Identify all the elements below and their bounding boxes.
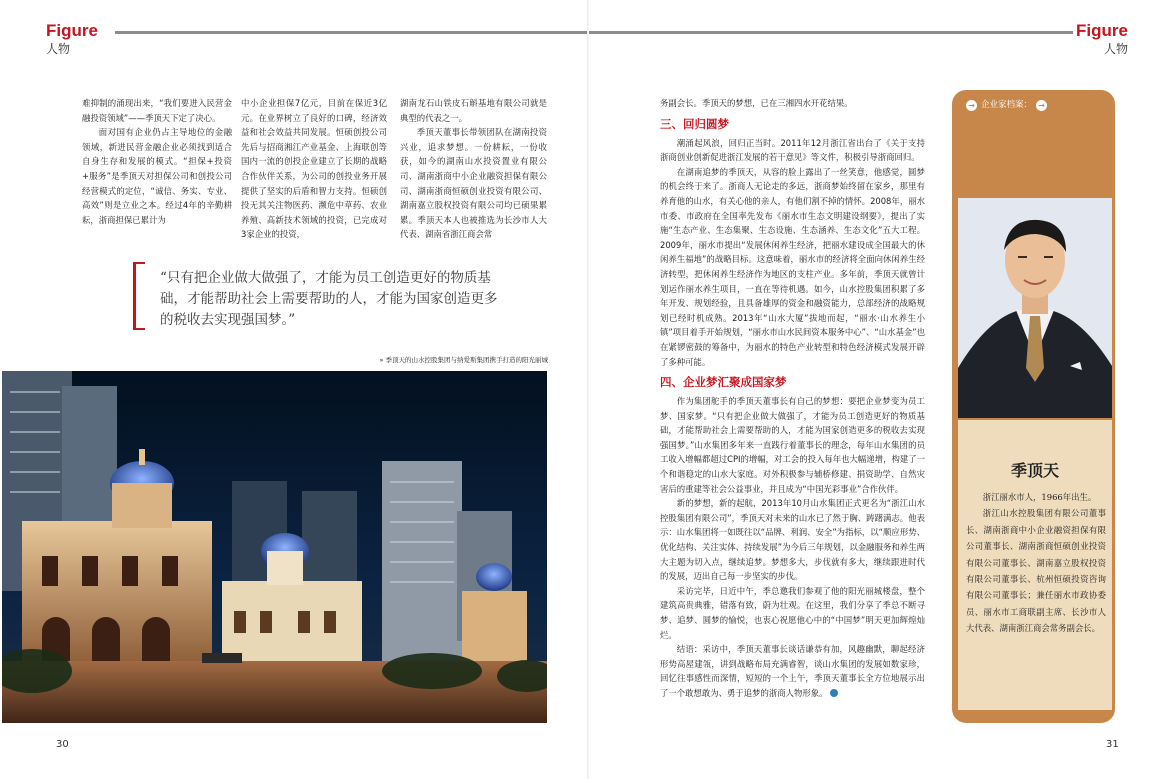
portrait-photo — [958, 198, 1112, 418]
paragraph: 潮涌起风浪，回归正当时。2011年12月浙江省出台了《关于支持浙商创业创新促进浙江发展的若干意见》等文件，积极引导浙商回归。 — [660, 137, 925, 163]
paragraph: 中小企业担保7亿元，目前在保近3亿元。在业界树立了良好的口碑，经济效益和社会效益共同发展。恒硕创投公司先后与招商湘江产业基金、上海联创等国内一流的创投企业建立了长期的战略合作伙伴关系，为公司的创投业务开展提供了坚实的后盾和智力支持。恒硕创投无其关注物医药、濒危中草药、农业养殖、高新技术领域的投资，已完成对3家企业的投资， — [241, 98, 387, 240]
section-kicker-right — [1076, 22, 1128, 55]
end-mark-icon — [830, 689, 838, 697]
bio-text — [966, 489, 1106, 637]
kicker-en: Figure — [46, 21, 98, 40]
paragraph — [660, 642, 925, 700]
section-kicker-left — [46, 22, 98, 55]
paragraph: 面对国有企业仍占主导地位的金融领域，新进民营金融企业必须找到适合自身生存和发展的模式。“担保+投资+服务”是季顶天对担保公司和创投公司经营模式的定位，“诚信、务实、专业、高效”则是立业之本。经过4年的辛勤耕耘，浙商担保已累计为 — [82, 127, 232, 225]
page-number-left: 30 — [56, 739, 69, 750]
kicker-zh: 人物 — [1103, 42, 1128, 56]
section-heading-4: 四、企业梦汇聚成国家梦 — [660, 375, 787, 390]
header-rule-right — [589, 31, 1073, 34]
arrow-right-circle-icon: → — [966, 100, 977, 111]
arrow-right-circle-icon: → — [1036, 100, 1047, 111]
building-night-photo — [2, 371, 547, 723]
quote-bar — [133, 262, 136, 330]
portrait-illustration — [958, 198, 1112, 418]
paragraph: 作为集团舵手的季顶天董事长有自己的梦想：要把企业梦变为员工梦、国家梦。“只有把企业做大做强了，才能为员工创造更好的物质基础，才能帮助社会上需要帮助的人，才能为国家创造更多的税收去实现强国梦。”山水集团多年来一直践行着董事长的理念，每年山水集团的员工收入增幅都超过CPI的增幅，对工会的投入每年也大幅递增，构建了一个和谐稳定的山水大家庭。对外积极参与辅桥修建、捐资助学、自然灾害后的重建等社会公益事业，并且成为“中国光彩事业”合作伙伴。 — [660, 396, 925, 494]
paragraph: 新的梦想，新的起航，2013年10月山水集团正式更名为“浙江山水控股集团有限公司”，季顶天对未来的山水已了然于胸、踌躇满志。他表示：山水集团将一如既往以“品牌、利润、安全”为指标，以“顺应形势、优化结构、关注实体、持续发展”为今后三年规划，以金融服务和养生两大主题为切入点，继续追梦。梦想多大，步伐就有多大，继续跟进时代的发展，迈出自己每一步坚实的步伐。 — [660, 498, 925, 582]
pull-quote: “只有把企业做大做强了，才能为员工创造更好的物质基础，才能帮助社会上需要帮助的人，才能为国家创造更多的税收去实现强国梦。” — [160, 270, 498, 328]
body-column-1 — [82, 96, 232, 227]
person-name: 季顶天 — [1010, 461, 1059, 480]
kicker-en: Figure — [1076, 21, 1128, 40]
section-heading-3: 三、回归圆梦 — [660, 116, 729, 131]
quote-tick-bottom — [133, 328, 145, 330]
paragraph: 湖南龙石山铁皮石斛基地有限公司就是典型的代表之一。 — [400, 98, 547, 123]
body-column-2 — [241, 96, 387, 242]
paragraph: 务副会长。季顶天的梦想，已在三湘四水开花结果。 — [660, 98, 853, 108]
kicker-zh: 人物 — [46, 42, 71, 56]
body-column-3 — [400, 96, 547, 242]
body-column-4 — [660, 96, 925, 701]
page-number-right: 31 — [1106, 739, 1119, 750]
photo-caption: » 季顶天的山水控股集团与纳爱斯集团携手打造的阳光丽城 — [379, 356, 548, 364]
closing-text: 结语：采访中，季顶天董事长谈话谦恭有加，风趣幽默，聊起经济形势高屋建瓴，讲到战略布局充满睿智，谈山水集团的发展如数家珍，回忆往事感性而深情，短短的一个上午，季顶天董事长全方位地展示出了一个敢想敢为、勇于追梦的浙商人物形象。 — [660, 644, 925, 698]
paragraph: 采访完毕，日近中午，季总邀我们参观了他的阳光丽城楼盘，整个建筑高贵典雅，错落有致，蔚为壮观。在这里，我们分享了季总不断寻梦、追梦、圆梦的愉悦，也衷心祝愿他心中的“中国梦”明天更加辉煌灿烂。 — [660, 585, 925, 640]
header-rule-left — [115, 31, 587, 34]
paragraph: 难抑制的涌现出来，“我们要进入民营金融投资领域”——季顶天下定了决心。 — [82, 98, 232, 123]
page-gutter — [587, 0, 589, 779]
bio-paragraph: 浙江丽水市人，1966年出生。 — [982, 492, 1097, 502]
profile-label-text: 企业家档案： — [981, 100, 1033, 110]
bio-paragraph: 浙江山水控股集团有限公司董事长、湖南浙商中小企业融资担保有限公司董事长、湖南浙商恒硕创业投资有限公司董事长、湖南嘉立股权投资有限公司董事长、杭州恒硕投资咨询有限公司董事长；兼任丽水市政协委员、丽水市工商联副主席、长沙市人大代表、湖南浙江商会常务副会长。 — [966, 508, 1106, 634]
building-night-illustration — [2, 371, 547, 723]
profile-card-label — [966, 99, 1047, 111]
quote-tick-top — [133, 262, 145, 264]
paragraph: 季顶天董事长带领团队在湖南投资兴业，追求梦想。一份耕耘，一份收获，如今的湖南山水投资置业有限公司、湖南浙商中小企业融资担保有限公司、湖南浙商恒硕创业投资有限公司、湖南嘉立股权投资有限公司均已硕果累累。季顶天本人也被推选为长沙市人大代表、湖南省浙江商会常 — [400, 127, 547, 240]
paragraph: 在湖南追梦的季顶天，从容的脸上露出了一丝笑意，他感觉，圆梦的机会终于来了。浙商人无论走的多远，浙商梦始终留在家乡，那里有养育他的山水，有关心他的亲人，有他们割不掉的情怀。2008年，丽水市委、市政府在全国率先发布《丽水市生态文明建设纲要》，提出了实施“生态产业、生态集聚、生态设施、生态涵养、生态文化”五大工程。2009年，丽水市提出“发展休闲养生经济，把丽水建设成全国最大的休闲养生福地”的战略目标。这意味着，丽水市的经济将全面向休闲养生经济转型，把休闲养生经济作为地区的支柱产业。多年前，季顶天就曾计划运作丽水养生项目，一直在等待机遇。如今，山水控股集团积累了多年开发、规划经验，且具备雄厚的资金和融资能力，总部经济的战略规划已经时机成熟。2013年“山水大厦”拔地而起，“丽水·山水养生小镇”项目着手开始规划，“丽水市山水民间资本服务中心”、“山水基金”也在紧锣密鼓的筹备中，为丽水的特色产业转型和特色经济模式发展开辟了多种可能。 — [660, 166, 925, 367]
